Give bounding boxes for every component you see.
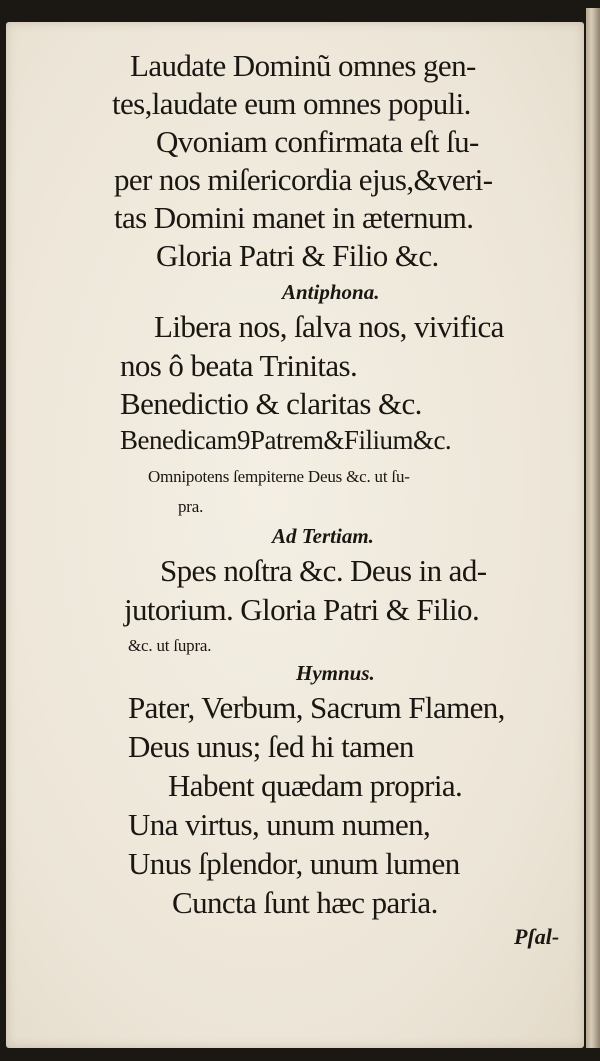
section-heading: Antiphona. xyxy=(282,280,380,304)
text-line: Spes noſtra &c. Deus in ad- xyxy=(160,553,487,588)
text-line: &c. ut ſupra. xyxy=(128,636,212,655)
text-line: tes,laudate eum omnes populi. xyxy=(112,86,471,121)
text-line: Pater, Verbum, Sacrum Flamen, xyxy=(128,690,505,725)
text-line: Unus ſplendor, unum lumen xyxy=(128,846,460,881)
text-line: Gloria Patri & Filio &c. xyxy=(156,238,439,273)
section-heading: Hymnus. xyxy=(296,661,375,685)
text-line: Qvoniam confirmata eſt ſu- xyxy=(156,124,479,159)
text-line: nos ô beata Trinitas. xyxy=(120,348,358,383)
book-gutter-edge xyxy=(586,8,600,1048)
catchword: Pſal- xyxy=(514,924,560,949)
text-line: Libera nos, ſalva nos, vivifica xyxy=(154,309,504,344)
text-line: Deus unus; ſed hi tamen xyxy=(128,729,414,764)
text-line: Habent quædam propria. xyxy=(168,768,463,803)
text-line: pra. xyxy=(178,497,204,516)
text-line: Cuncta ſunt hæc paria. xyxy=(172,885,438,920)
section-heading: Ad Tertiam. xyxy=(272,524,374,548)
text-line: Omnipotens ſempiterne Deus &c. ut ſu- xyxy=(148,467,410,486)
text-line: per nos miſericordia ejus,&veri- xyxy=(114,162,493,197)
text-line: Benedicam9Patrem&Filium&c. xyxy=(120,425,452,455)
text-line: jutorium. Gloria Patri & Filio. xyxy=(124,592,480,627)
text-line: tas Domini manet in æternum. xyxy=(114,200,474,235)
text-line: Benedictio & claritas &c. xyxy=(120,386,422,421)
text-line: Una virtus, unum numen, xyxy=(128,807,431,842)
text-line: Laudate Dominũ omnes gen- xyxy=(130,48,476,83)
